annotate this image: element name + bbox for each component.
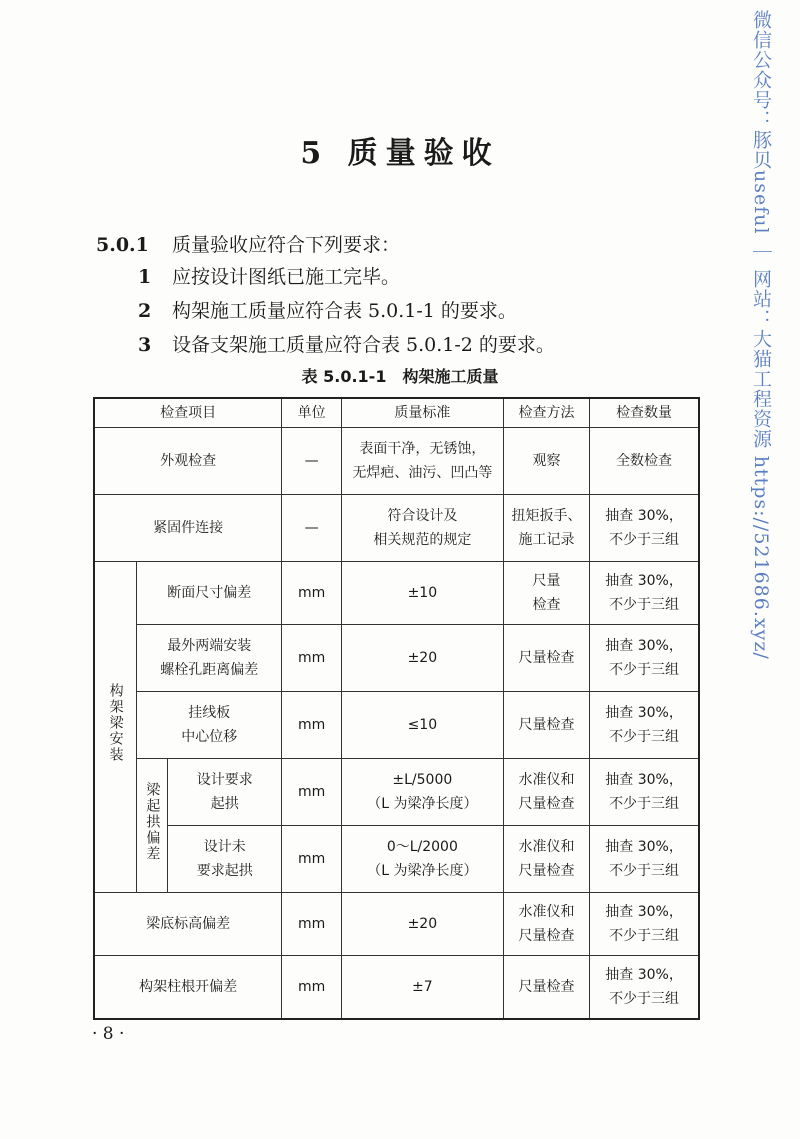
quantity-cell: 抽查 30%， 不少于三组 xyxy=(590,625,699,692)
item-cell: 设计未 要求起拱 xyxy=(168,826,282,893)
quantity-cell: 抽查 30%， 不少于三组 xyxy=(590,562,699,625)
table-header-row xyxy=(94,398,699,428)
quantity-cell: 抽查 30%， 不少于三组 xyxy=(590,495,699,562)
method-cell: 水准仪和 尺量检查 xyxy=(503,759,589,826)
quantity-cell: 抽查 30%， 不少于三组 xyxy=(590,956,699,1020)
item-number: 2 xyxy=(138,300,152,322)
item-cell: 梁底标高偏差 xyxy=(94,893,282,956)
standard-cell: ±L/5000 （L 为梁净长度） xyxy=(341,759,503,826)
table-row xyxy=(94,428,699,495)
quantity-cell: 全数检查 xyxy=(590,428,699,495)
item-cell: 挂线板 中心位移 xyxy=(137,692,282,759)
table-row xyxy=(94,495,699,562)
item-cell: 设计要求 起拱 xyxy=(168,759,282,826)
quantity-cell: 抽查 30%， 不少于三组 xyxy=(590,759,699,826)
item-cell: 构架柱根开偏差 xyxy=(94,956,282,1020)
header-cell: 检查方法 xyxy=(503,398,589,428)
standard-cell: 符合设计及 相关规范的规定 xyxy=(341,495,503,562)
header-cell: 单位 xyxy=(282,398,342,428)
table-row xyxy=(94,562,699,625)
clause-number: 5.0.1 xyxy=(96,234,149,256)
method-cell: 水准仪和 尺量检查 xyxy=(503,826,589,893)
table-row xyxy=(94,759,699,826)
method-cell: 扭矩扳手、 施工记录 xyxy=(503,495,589,562)
method-cell: 尺量检查 xyxy=(503,692,589,759)
unit-cell: mm xyxy=(282,893,342,956)
standard-cell: ±20 xyxy=(341,625,503,692)
standard-cell: ±7 xyxy=(341,956,503,1020)
header-cell: 检查数量 xyxy=(590,398,699,428)
unit-cell: mm xyxy=(282,759,342,826)
header-cell: 检查项目 xyxy=(94,398,282,428)
item-cell: 最外两端安装 螺栓孔距离偏差 xyxy=(137,625,282,692)
standard-cell: 表面干净，无锈蚀， 无焊疤、油污、凹凸等 xyxy=(341,428,503,495)
standard-cell: ±20 xyxy=(341,893,503,956)
quantity-cell: 抽查 30%， 不少于三组 xyxy=(590,893,699,956)
table-row xyxy=(94,692,699,759)
unit-cell: mm xyxy=(282,692,342,759)
group-cell-camber: 梁起拱偏差 xyxy=(137,759,168,893)
method-cell: 尺量检查 xyxy=(503,956,589,1020)
unit-cell: — xyxy=(282,428,342,495)
table-row xyxy=(94,956,699,1020)
table-row xyxy=(94,625,699,692)
item-text: 应按设计图纸已施工完毕。 xyxy=(172,266,401,288)
group-cell-beam-installation: 构架梁安装 xyxy=(94,562,137,893)
item-text: 设备支架施工质量应符合表 5.0.1-2 的要求。 xyxy=(172,334,555,356)
page-number: · 8 · xyxy=(92,1024,125,1044)
clause-text: 质量验收应符合下列要求： xyxy=(172,234,401,256)
header-cell: 质量标准 xyxy=(341,398,503,428)
unit-cell: mm xyxy=(282,956,342,1020)
clause-item xyxy=(138,328,555,362)
clause-item xyxy=(138,260,400,294)
item-cell: 断面尺寸偏差 xyxy=(137,562,282,625)
table-caption: 表 5.0.1-1 构架施工质量 xyxy=(301,367,499,386)
item-cell: 外观检查 xyxy=(94,428,282,495)
unit-cell: — xyxy=(282,495,342,562)
table-row xyxy=(94,826,699,893)
standard-cell: ≤10 xyxy=(341,692,503,759)
method-cell: 尺量 检查 xyxy=(503,562,589,625)
method-cell: 水准仪和 尺量检查 xyxy=(503,893,589,956)
unit-cell: mm xyxy=(282,625,342,692)
chapter-title: 5 质量验收 xyxy=(300,136,500,171)
unit-cell: mm xyxy=(282,562,342,625)
watermark: 微信公众号：豚贝useful ｜ 网站：大猫工程资源 https://521686.xyz/ xyxy=(750,10,772,660)
item-number: 3 xyxy=(138,334,152,356)
unit-cell: mm xyxy=(282,826,342,893)
method-cell: 尺量检查 xyxy=(503,625,589,692)
quality-table xyxy=(93,397,700,1020)
quantity-cell: 抽查 30%， 不少于三组 xyxy=(590,692,699,759)
clause-item xyxy=(138,294,517,328)
item-cell: 紧固件连接 xyxy=(94,495,282,562)
standard-cell: ±10 xyxy=(341,562,503,625)
item-number: 1 xyxy=(138,266,152,288)
standard-cell: 0～L/2000 （L 为梁净长度） xyxy=(341,826,503,893)
quantity-cell: 抽查 30%， 不少于三组 xyxy=(590,826,699,893)
item-text: 构架施工质量应符合表 5.0.1-1 的要求。 xyxy=(172,300,517,322)
method-cell: 观察 xyxy=(503,428,589,495)
table-row xyxy=(94,893,699,956)
